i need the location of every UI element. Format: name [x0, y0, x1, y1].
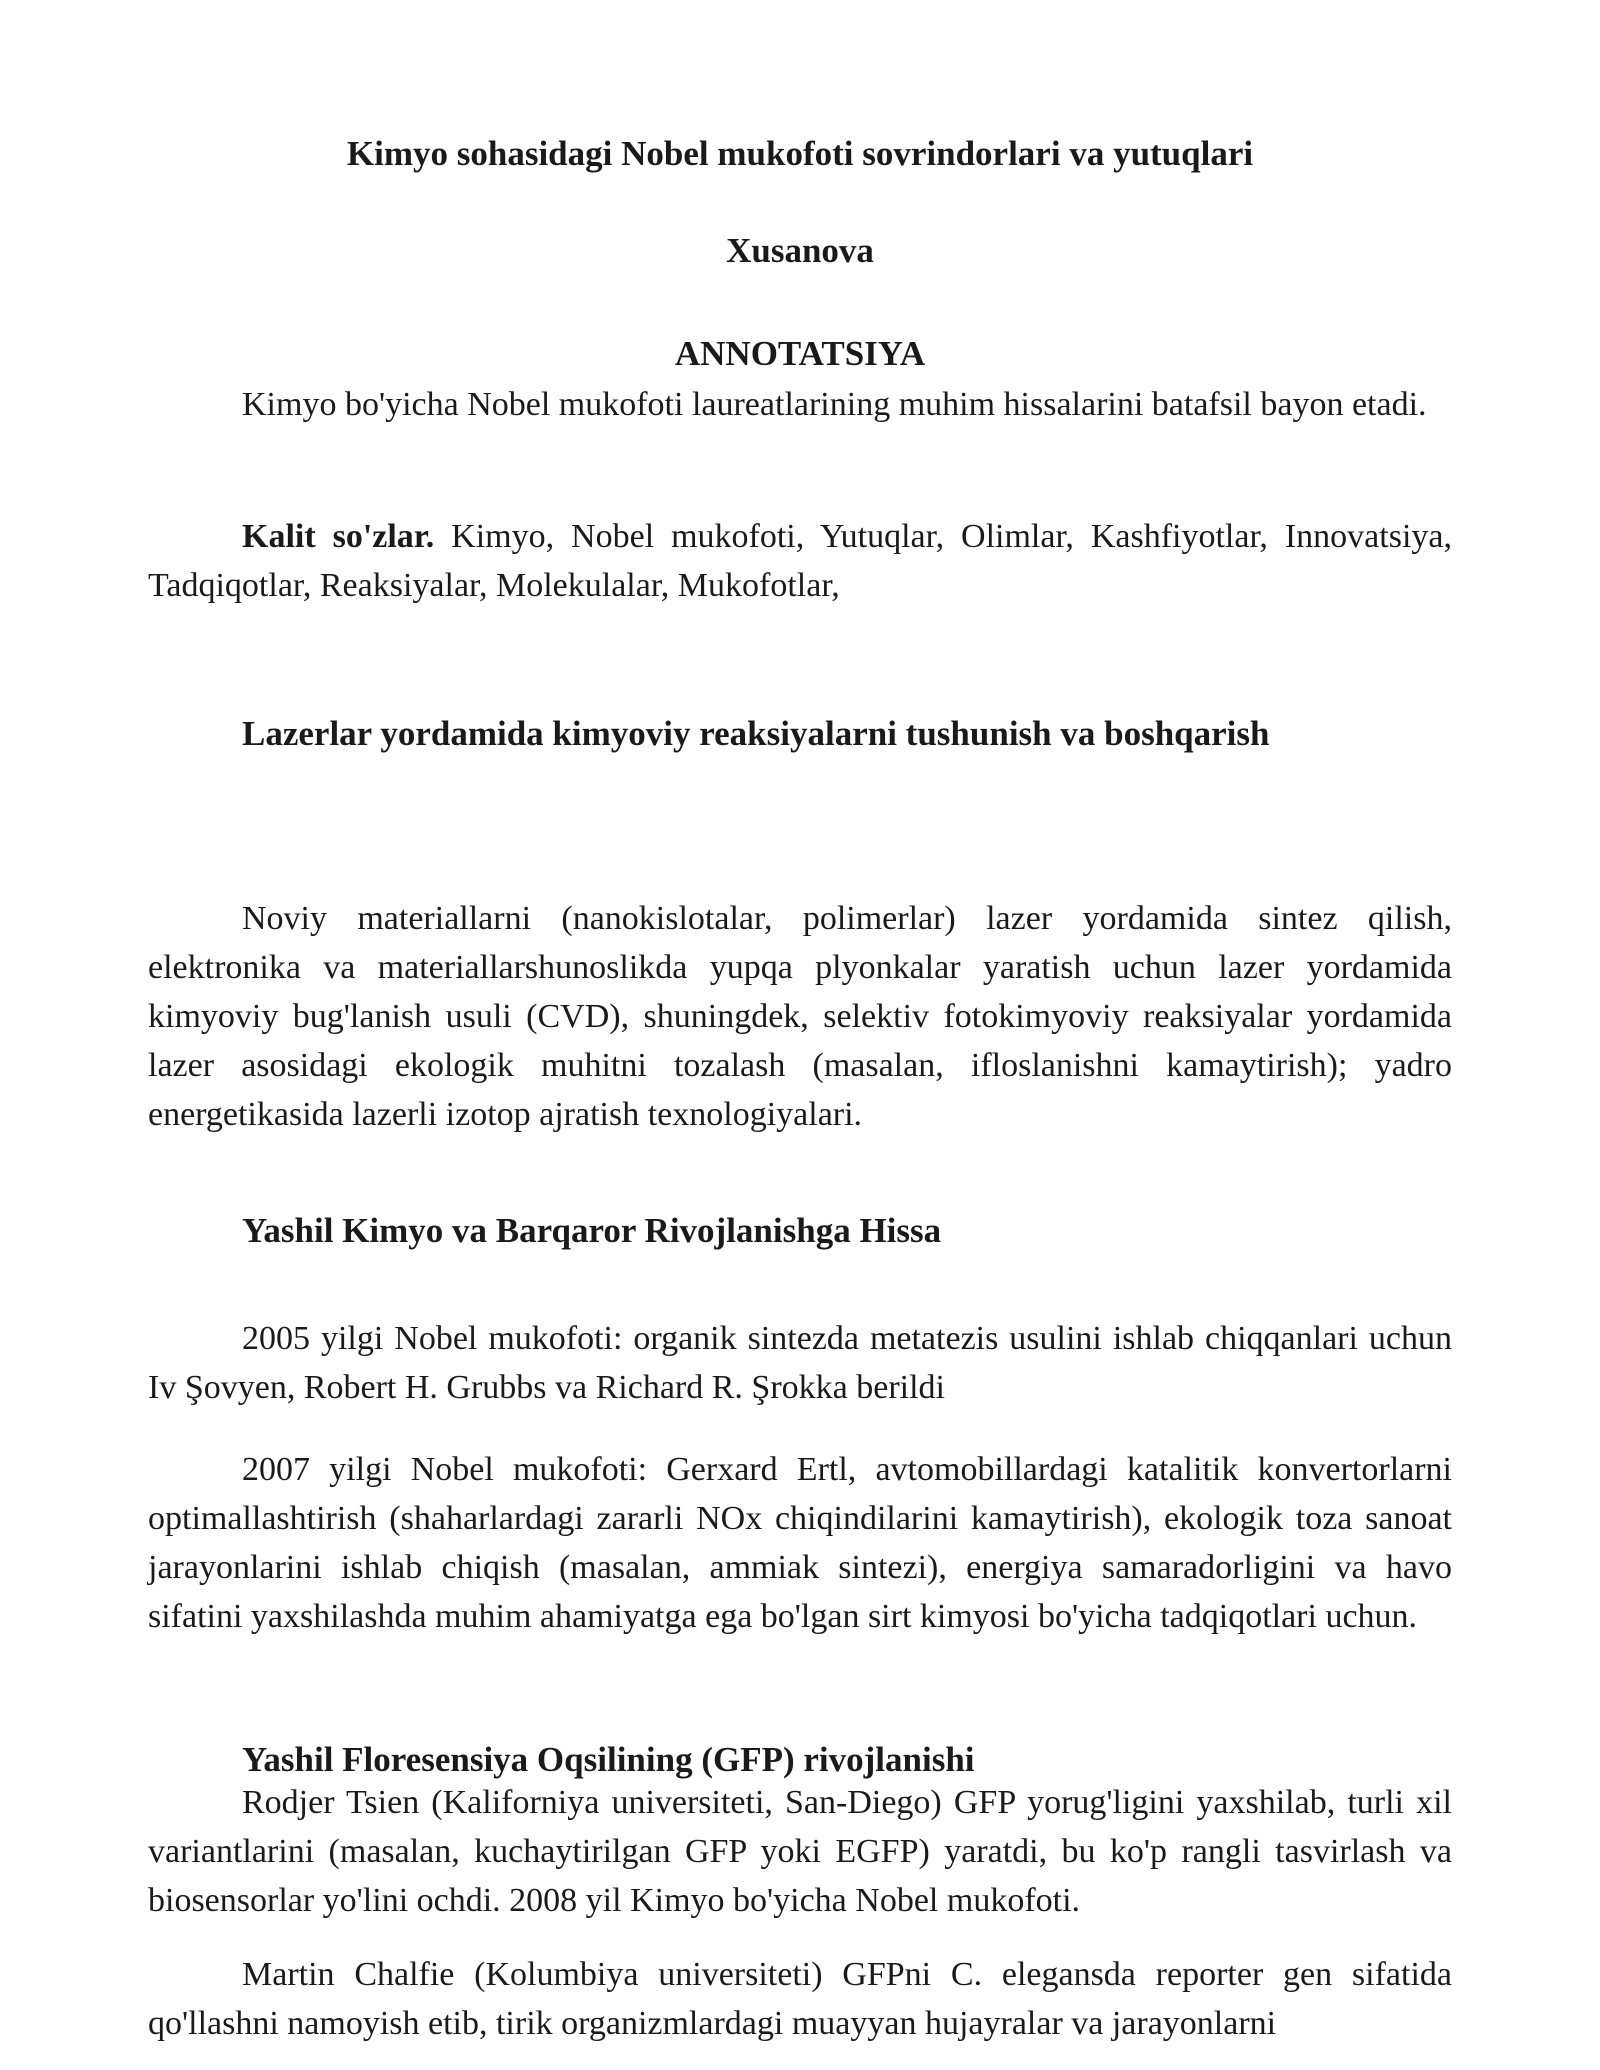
keywords-text: Kimyo, Nobel mukofoti, Yutuqlar, Olimlar, Kashfiyotlar, Innovatsiya, Tadqiqotlar, Reaksiyalar, Molekulalar, Mukofotlar, [148, 518, 1452, 604]
section-heading-lasers: Lazerlar yordamida kimyoviy reaksiyalarni tushunish va boshqarish [242, 714, 1270, 753]
section-heading-green-chemistry: Yashil Kimyo va Barqaror Rivojlanishga Hissa [242, 1211, 942, 1250]
paragraph-nobel-2007: 2007 yilgi Nobel mukofoti: Gerxard Ertl, avtomobillardagi katalitik konvertorlarni optimallashtirish (shaharlardagi zararli NOx chiqindilarini kamaytirish), ekologik toza sanoat jarayonlarini ishlab chiqish (masalan, ammiak sintezi), energiya samaradorligini va havo sifatini yaxshilashda muhim ahamiyatga ega bo'lgan sirt kimyosi bo'yicha tadqiqotlari uchun. [148, 1451, 1452, 1635]
document-page [148, 0, 1452, 2070]
annotation-heading: ANNOTATSIYA [674, 334, 926, 373]
paragraph-nobel-2005: 2005 yilgi Nobel mukofoti: organik sintezda metatezis usulini ishlab chiqqanlari uchun Iv Şovyen, Robert H. Grubbs va Richard R. Şrokka berildi [148, 1320, 1452, 1406]
document-title: Kimyo sohasidagi Nobel mukofoti sovrindorlari va yutuqlari [346, 134, 1254, 173]
paragraph-gfp-tsien: Rodjer Tsien (Kaliforniya universiteti, San-Diego) GFP yorug'ligini yaxshilab, turli xil variantlarini (masalan, kuchaytirilgan GFP yoki EGFP) yaratdi, bu ko'p rangli tasvirlash va biosensorlar yo'lini ochdi. 2008 yil Kimyo bo'yicha Nobel mukofoti. [148, 1784, 1452, 1919]
keywords-paragraph [148, 512, 1452, 610]
section-paragraph-lasers: Noviy materiallarni (nanokislotalar, polimerlar) lazer yordamida sintez qilish, elektronika va materiallarshunoslikda yupqa plyonkalar yaratish uchun lazer yordamida kimyoviy bug'lanish usuli (CVD), shuningdek, selektiv fotokimyoviy reaksiyalar yordamida lazer asosidagi ekologik muhitni tozalash (masalan, ifloslanishni kamaytirish); yadro energetikasida lazerli izotop ajratish texnologiyalari. [148, 900, 1452, 1133]
section-heading-gfp: Yashil Floresensiya Oqsilining (GFP) rivojlanishi [242, 1740, 975, 1779]
keywords-label: Kalit so'zlar. [242, 518, 435, 555]
paragraph-gfp-chalfie: Martin Chalfie (Kolumbiya universiteti) GFPni C. elegansda reporter gen sifatida qo'llashni namoyish etib, tirik organizmlardagi muayyan hujayralar va jarayonlarni [148, 1956, 1452, 2042]
annotation-text: Kimyo bo'yicha Nobel mukofoti laureatlarining muhim hissalarini batafsil bayon etadi. [242, 386, 1427, 423]
author-name: Xusanova [726, 231, 874, 270]
